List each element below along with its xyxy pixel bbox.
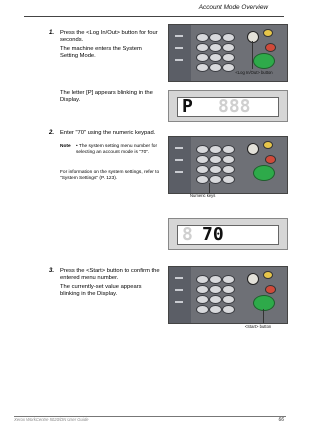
- keypad-key: [222, 165, 235, 174]
- stop-button: [263, 271, 273, 279]
- keypad-key: [209, 295, 222, 304]
- step-1-text: Press the <Log In/Out> button for four seconds.: [60, 30, 158, 44]
- start-button: [253, 53, 275, 69]
- step-2-text: Enter "70" using the numeric keypad.: [60, 130, 156, 136]
- clear-button: [265, 43, 276, 52]
- step-3-subtext: The currently-set value appears blinking in the Display.: [60, 284, 142, 298]
- callout-leader: [209, 183, 210, 193]
- start-button: [253, 165, 275, 181]
- start-button: [253, 295, 275, 311]
- header-divider: [24, 16, 284, 17]
- keypad-key: [196, 155, 209, 164]
- panel-indicator: [175, 301, 183, 303]
- login-logout-button: [247, 273, 259, 285]
- keypad-key: [196, 165, 209, 174]
- callout-leader: [252, 41, 253, 69]
- panel-indicator: [175, 277, 183, 279]
- panel-indicator: [175, 147, 183, 149]
- keypad-key: [209, 165, 222, 174]
- clear-button: [265, 155, 276, 164]
- keypad-key: [222, 53, 235, 62]
- keypad-key: [196, 43, 209, 52]
- panel-left-strip: [169, 25, 191, 81]
- step-3-text: Press the <Start> button to confirm the entered menu number.: [60, 268, 160, 282]
- keypad-key: [222, 275, 235, 284]
- start-callout-label: <Start> button: [244, 324, 272, 329]
- keypad-key: [209, 145, 222, 154]
- panel-indicator: [175, 35, 183, 37]
- keypad-key: [209, 285, 222, 294]
- stop-button: [263, 141, 273, 149]
- keypad-key: [196, 33, 209, 42]
- keypad-key: [209, 305, 222, 314]
- header-title: Account Mode Overview: [198, 4, 268, 11]
- display-screen: [177, 97, 279, 117]
- keypad-key: [209, 43, 222, 52]
- panel-indicator: [175, 159, 183, 161]
- keypad-key: [222, 285, 235, 294]
- callout-leader: [263, 309, 264, 323]
- keypad-key: [222, 175, 235, 184]
- display-illustration: [168, 218, 288, 250]
- keypad-key: [222, 33, 235, 42]
- login-callout-label: <Log In/Out> button: [235, 70, 273, 75]
- step-1-after-text: The letter [P] appears blinking in the Display.: [60, 90, 153, 104]
- keypad-key: [209, 53, 222, 62]
- display-segment-placeholder: 8: [182, 224, 193, 245]
- keypad-key: [209, 155, 222, 164]
- footer-document-title: Xerox WorkCentre 5020/DN User Guide: [14, 417, 89, 422]
- page-number: 66: [278, 417, 284, 423]
- panel-left-strip: [169, 137, 191, 193]
- keypad-key: [196, 53, 209, 62]
- keypad-key: [222, 295, 235, 304]
- note-text: • The system setting menu number for selecting an account mode is "70".: [76, 144, 158, 155]
- step-1-subtext: The machine enters the System Setting Mode.: [60, 46, 142, 60]
- login-logout-button: [247, 31, 259, 43]
- control-panel-illustration: [168, 266, 288, 324]
- keypad-key: [196, 305, 209, 314]
- numeric-keys-callout-label: Numeric keys: [190, 193, 216, 198]
- control-panel-illustration: [168, 136, 288, 194]
- step-2-number: 2.: [49, 130, 55, 136]
- login-logout-button: [247, 143, 259, 155]
- keypad-key: [196, 295, 209, 304]
- keypad-key: [222, 155, 235, 164]
- clear-button: [265, 285, 276, 294]
- keypad-key: [196, 63, 209, 72]
- display-screen: [177, 225, 279, 245]
- step-3-number: 3.: [49, 268, 55, 274]
- display-segment-placeholder: 888: [218, 96, 251, 117]
- display-value: P: [182, 96, 193, 117]
- keypad-key: [209, 275, 222, 284]
- panel-indicator: [175, 289, 183, 291]
- reference-text: For information on the system settings, refer to "System Settings" (P. 123).: [60, 170, 160, 181]
- keypad-key: [209, 175, 222, 184]
- note-label: Note: [60, 144, 71, 149]
- keypad-key: [196, 275, 209, 284]
- keypad-key: [196, 145, 209, 154]
- keypad-key: [222, 145, 235, 154]
- panel-left-strip: [169, 267, 191, 323]
- stop-button: [263, 29, 273, 37]
- panel-indicator: [175, 59, 183, 61]
- display-value: 70: [202, 224, 224, 245]
- panel-indicator: [175, 171, 183, 173]
- display-illustration: [168, 90, 288, 122]
- step-1-number: 1.: [49, 30, 55, 36]
- keypad-key: [222, 305, 235, 314]
- panel-indicator: [175, 47, 183, 49]
- keypad-key: [209, 33, 222, 42]
- keypad-key: [196, 285, 209, 294]
- keypad-key: [222, 43, 235, 52]
- keypad-key: [209, 63, 222, 72]
- keypad-key: [196, 175, 209, 184]
